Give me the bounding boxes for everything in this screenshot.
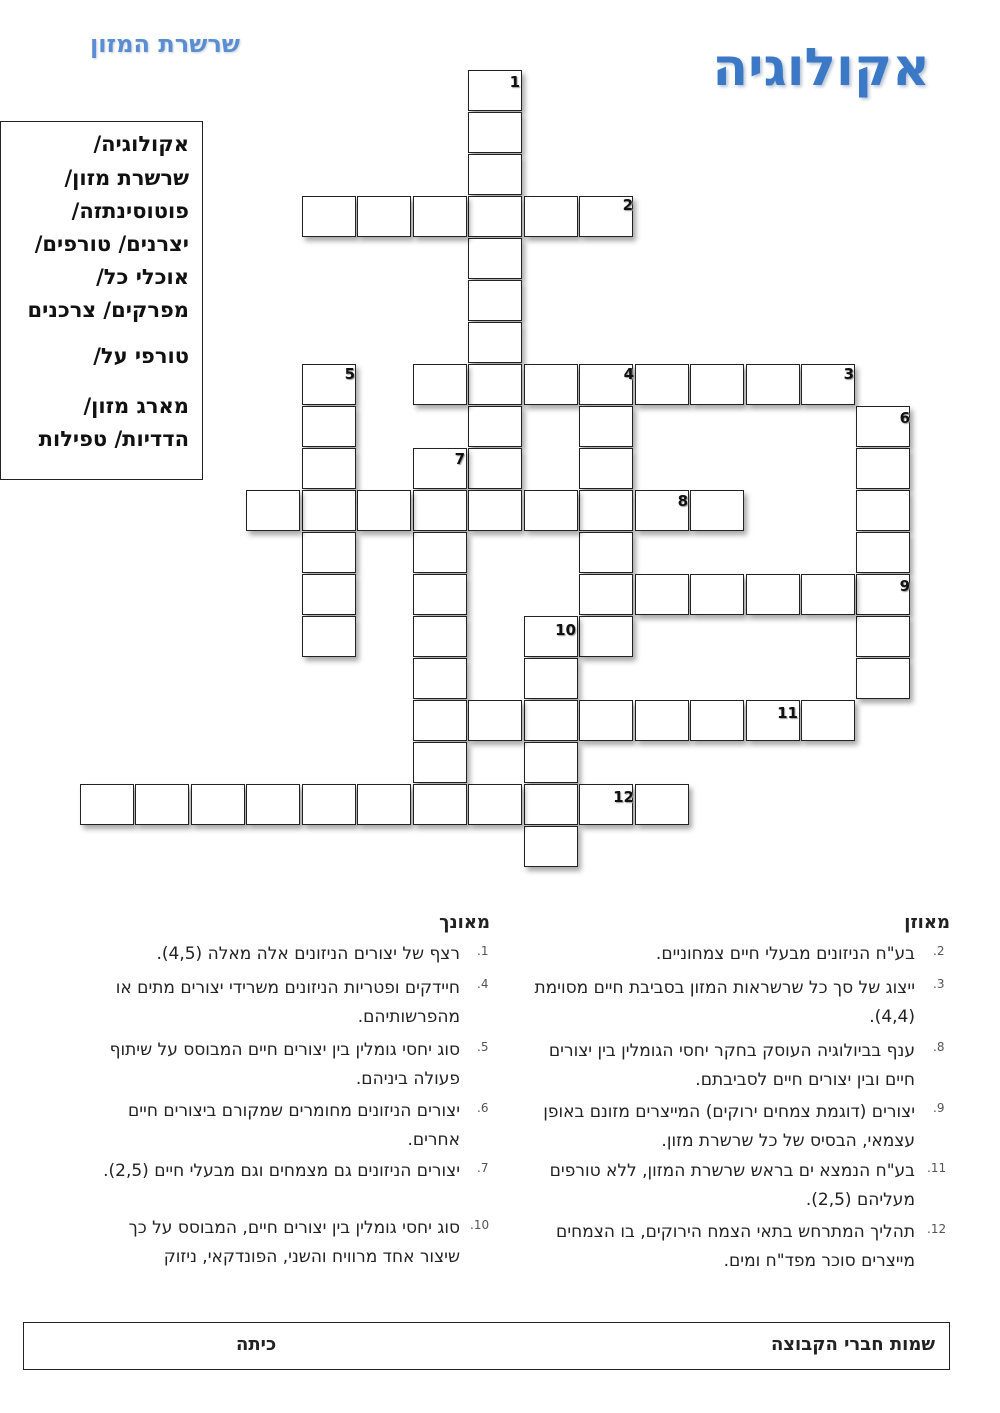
crossword-cell[interactable] — [413, 532, 467, 573]
clue-number-label: .2 — [933, 944, 945, 958]
crossword-cell[interactable] — [856, 616, 910, 657]
across-title: מאוזן — [904, 912, 950, 933]
clue-number-label: .9 — [933, 1101, 945, 1115]
crossword-cell[interactable] — [524, 826, 578, 867]
crossword-cell[interactable] — [635, 574, 689, 615]
crossword-cell[interactable] — [801, 574, 855, 615]
crossword-cell[interactable] — [246, 784, 300, 825]
word-bank-line: אקולוגיה/ — [93, 132, 189, 156]
crossword-cell[interactable] — [357, 490, 411, 531]
crossword-cell[interactable] — [413, 784, 467, 825]
across-clue: ייצוג של סך כל שרשראות המזון בסביבת חיים מסוימת (4,4). — [534, 978, 915, 1027]
word-bank-line: פוטוסינתזה/ — [71, 199, 189, 223]
crossword-cell[interactable] — [468, 490, 522, 531]
clue-number: 7 — [454, 450, 465, 468]
crossword-cell[interactable] — [413, 574, 467, 615]
clue-number-label: .1 — [477, 944, 489, 958]
crossword-cell[interactable] — [856, 658, 910, 699]
class-label: כיתה — [236, 1334, 277, 1355]
clue-number: 9 — [899, 577, 910, 595]
clue-number-label: .10 — [470, 1218, 490, 1232]
clue-number: 1 — [509, 73, 520, 91]
crossword-cell[interactable] — [579, 490, 633, 531]
crossword-cell[interactable] — [191, 784, 245, 825]
crossword-cell[interactable] — [856, 532, 910, 573]
crossword-cell[interactable] — [413, 364, 467, 405]
crossword-cell[interactable] — [746, 364, 800, 405]
crossword-cell[interactable] — [524, 700, 578, 741]
clue-number-label: .5 — [477, 1040, 489, 1054]
crossword-cell[interactable] — [468, 154, 522, 195]
crossword-cell[interactable] — [579, 616, 633, 657]
crossword-cell[interactable] — [579, 532, 633, 573]
clue-number-label: .7 — [477, 1161, 489, 1175]
crossword-cell[interactable] — [690, 364, 744, 405]
crossword-cell[interactable] — [579, 574, 633, 615]
clue-number-label: .4 — [477, 977, 489, 991]
word-bank-line: טורפי על/ — [93, 344, 189, 368]
down-title: מאונך — [439, 912, 490, 933]
across-clue: בע"ח הנמצא ים בראש שרשרת המזון, ללא טורפים מעליהם (2,5). — [549, 1161, 915, 1210]
word-bank-line: שרשרת מזון/ — [64, 166, 189, 190]
crossword-cell[interactable] — [413, 196, 467, 237]
down-clue: חיידקים ופטריות הניזונים משרידי יצורים מתים או מהפרשותיהם. — [115, 978, 460, 1027]
down-clue: יצורים הניזונים מחומרים שמקורם ביצורים חיים אחרים. — [127, 1101, 460, 1150]
clue-number-label: .11 — [927, 1161, 947, 1175]
crossword-cell[interactable] — [468, 112, 522, 153]
clue-number-label: .8 — [933, 1040, 945, 1054]
clue-number: 6 — [899, 409, 910, 427]
crossword-cell[interactable] — [468, 364, 522, 405]
word-bank-line: מארג מזון/ — [83, 394, 189, 418]
down-clue: סוג יחסי גומלין בין יצורים חיים, המבוסס על כך שיצור אחד מרוויח והשני, הפונדקאי, ניזוק — [128, 1218, 460, 1267]
crossword-cell[interactable] — [635, 784, 689, 825]
clue-number-label: .12 — [927, 1222, 947, 1236]
crossword-cell[interactable] — [856, 448, 910, 489]
crossword-cell[interactable] — [468, 700, 522, 741]
clue-number: 2 — [622, 196, 633, 214]
clue-number: 5 — [344, 365, 355, 383]
crossword-cell[interactable] — [302, 196, 356, 237]
crossword-cell[interactable] — [302, 490, 356, 531]
crossword-cell[interactable] — [635, 700, 689, 741]
crossword-cell[interactable] — [468, 196, 522, 237]
down-clue: סוג יחסי גומלין בין יצורים חיים המבוסס על שיתוף פעולה ביניהם. — [109, 1040, 460, 1089]
crossword-cell[interactable] — [746, 574, 800, 615]
crossword-cell[interactable] — [413, 616, 467, 657]
crossword-cell[interactable] — [468, 280, 522, 321]
crossword-cell[interactable] — [302, 448, 356, 489]
clue-number-label: .3 — [933, 977, 945, 991]
across-clue: תהליך המתרחש בתאי הצמח הירוקים, בו הצמחים מייצרים סוכר מפד"ח ומים. — [556, 1222, 915, 1271]
crossword-cell[interactable] — [80, 784, 134, 825]
crossword-cell[interactable] — [302, 532, 356, 573]
crossword-cell[interactable] — [579, 448, 633, 489]
crossword-cell[interactable] — [524, 784, 578, 825]
across-clue: יצורים (דוגמת צמחים ירוקים) המייצרים מזונם באופן עצמאי, הבסיס של כל שרשרת מזון. — [543, 1102, 915, 1151]
crossword-cell[interactable] — [524, 658, 578, 699]
crossword-cell[interactable] — [690, 700, 744, 741]
across-clue: ענף בביולוגיה העוסק בחקר יחסי הגומלין בין יצורים חיים ובין יצורים חיים לסביבתם. — [548, 1041, 915, 1090]
clue-number: 3 — [843, 365, 854, 383]
crossword-cell[interactable] — [468, 784, 522, 825]
clue-number: 8 — [677, 492, 688, 510]
word-bank-line: יצרנים/ טורפים/ — [34, 232, 189, 256]
crossword-cell[interactable] — [413, 700, 467, 741]
crossword-cell[interactable] — [302, 574, 356, 615]
crossword-cell[interactable] — [468, 238, 522, 279]
crossword-cell[interactable] — [690, 490, 744, 531]
crossword-cell[interactable] — [468, 322, 522, 363]
crossword-cell[interactable] — [413, 742, 467, 783]
crossword-cell[interactable] — [801, 700, 855, 741]
down-clue: יצורים הניזונים גם מצמחים וגם מבעלי חיים (2,5). — [103, 1161, 460, 1181]
crossword-cell[interactable] — [856, 490, 910, 531]
crossword-cell[interactable] — [635, 364, 689, 405]
crossword-cell[interactable] — [579, 700, 633, 741]
crossword-cell[interactable] — [524, 742, 578, 783]
crossword-cell[interactable] — [524, 364, 578, 405]
word-bank-line: אוכלי כל/ — [96, 265, 189, 289]
crossword-cell[interactable] — [302, 616, 356, 657]
crossword-cell[interactable] — [302, 784, 356, 825]
crossword-cell[interactable] — [246, 490, 300, 531]
page-title: אקולוגיה — [712, 38, 930, 98]
word-bank-line: מפרקים/ צרכנים — [27, 298, 189, 322]
page-subtitle: שרשרת המזון — [90, 30, 240, 58]
crossword-cell[interactable] — [302, 406, 356, 447]
clue-number: 12 — [613, 788, 634, 806]
crossword-cell[interactable] — [413, 490, 467, 531]
across-clue: בע"ח הניזונים מבעלי חיים צמחוניים. — [655, 944, 915, 964]
clue-number: 10 — [555, 621, 576, 639]
group-names-label: שמות חברי הקבוצה — [770, 1334, 935, 1355]
crossword-cell[interactable] — [413, 658, 467, 699]
crossword-cell[interactable] — [468, 406, 522, 447]
group-names-box — [23, 1322, 950, 1370]
clue-number: 11 — [777, 704, 798, 722]
down-clue: רצף של יצורים הניזונים אלה מאלה (4,5). — [156, 944, 460, 964]
crossword-cell[interactable] — [579, 406, 633, 447]
crossword-cell[interactable] — [524, 490, 578, 531]
crossword-cell[interactable] — [524, 196, 578, 237]
crossword-cell[interactable] — [357, 784, 411, 825]
clue-number: 4 — [623, 365, 634, 383]
clue-number-label: .6 — [477, 1101, 489, 1115]
word-bank-line: הדדיות/ טפילות — [38, 427, 189, 451]
crossword-cell[interactable] — [690, 574, 744, 615]
crossword-cell[interactable] — [135, 784, 189, 825]
crossword-cell[interactable] — [357, 196, 411, 237]
crossword-cell[interactable] — [468, 448, 522, 489]
